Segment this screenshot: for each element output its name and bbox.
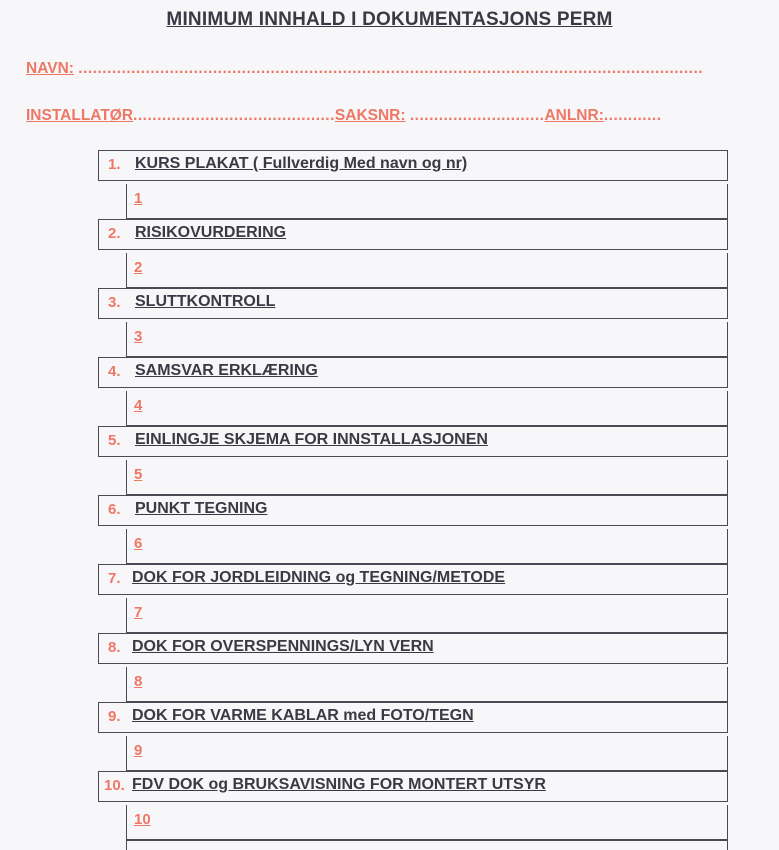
item-sub-number: 3 bbox=[134, 328, 143, 345]
list-item bbox=[0, 288, 779, 357]
anlnr-dots[interactable]: ............ bbox=[603, 107, 662, 124]
item-heading: SLUTTKONTROLL bbox=[135, 293, 276, 310]
list-item bbox=[0, 633, 779, 702]
item-heading: RISIKOVURDERING bbox=[135, 224, 287, 241]
installator-row bbox=[26, 107, 726, 125]
item-sub-number: 10 bbox=[134, 811, 151, 828]
item-sub-box bbox=[126, 184, 728, 219]
item-sub-number: 8 bbox=[134, 673, 143, 690]
navn-label: NAVN: bbox=[26, 60, 74, 77]
item-number: 5. bbox=[108, 432, 121, 449]
item-number: 10. bbox=[104, 777, 125, 794]
item-number: 3. bbox=[108, 294, 121, 311]
page-title: MINIMUM INNHALD I DOKUMENTASJONS PERM bbox=[166, 9, 613, 30]
item-sub-number: 5 bbox=[134, 466, 143, 483]
navn-dots: .................................................................................................................................. bbox=[78, 60, 704, 77]
item-heading: DOK FOR JORDLEIDNING og TEGNING/METODE bbox=[132, 569, 506, 586]
item-sub-box bbox=[126, 322, 728, 357]
item-sub-number: 9 bbox=[134, 742, 143, 759]
item-sub-box bbox=[126, 391, 728, 426]
item-heading: EINLINGJE SKJEMA FOR INNSTALLASJONEN bbox=[135, 431, 488, 448]
list-item bbox=[0, 357, 779, 426]
saksnr-label: SAKSNR: bbox=[334, 107, 406, 124]
installator-label: INSTALLATØR bbox=[26, 107, 134, 124]
saksnr-dots[interactable]: ............................ bbox=[409, 107, 545, 124]
item-heading: KURS PLAKAT ( Fullverdig Med navn og nr) bbox=[135, 155, 468, 172]
item-sub-number: 7 bbox=[134, 604, 143, 621]
item-sub-box bbox=[126, 736, 728, 771]
list-item bbox=[0, 771, 779, 840]
item-sub-box bbox=[126, 529, 728, 564]
list-item bbox=[0, 426, 779, 495]
item-number: 2. bbox=[108, 225, 121, 242]
item-number: 1. bbox=[108, 156, 121, 173]
list-item bbox=[0, 495, 779, 564]
item-heading: DOK FOR OVERSPENNINGS/LYN VERN bbox=[132, 638, 434, 655]
item-number: 6. bbox=[108, 501, 121, 518]
installator-dots[interactable]: .......................................... bbox=[133, 107, 335, 124]
list-item bbox=[0, 564, 779, 633]
item-sub-number: 1 bbox=[134, 190, 143, 207]
item-number: 7. bbox=[108, 570, 121, 587]
item-heading: PUNKT TEGNING bbox=[135, 500, 268, 517]
item-sub-number: 2 bbox=[134, 259, 143, 276]
navn-field[interactable] bbox=[26, 60, 722, 78]
item-sub-box bbox=[126, 460, 728, 495]
list-item bbox=[0, 219, 779, 288]
continuation-box bbox=[126, 840, 728, 850]
item-sub-box bbox=[126, 805, 728, 840]
list-item bbox=[0, 150, 779, 219]
item-sub-box bbox=[126, 253, 728, 288]
item-number: 9. bbox=[108, 708, 121, 725]
list-item bbox=[0, 702, 779, 771]
item-heading: DOK FOR VARME KABLAR med FOTO/TEGN bbox=[132, 707, 474, 724]
item-number: 4. bbox=[108, 363, 121, 380]
item-sub-number: 6 bbox=[134, 535, 143, 552]
item-sub-box bbox=[126, 598, 728, 633]
anlnr-label: ANLNR: bbox=[544, 107, 604, 124]
item-number: 8. bbox=[108, 639, 121, 656]
item-heading: FDV DOK og BRUKSAVISNING FOR MONTERT UTSYR bbox=[132, 776, 546, 793]
item-sub-number: 4 bbox=[134, 397, 143, 414]
item-sub-box bbox=[126, 667, 728, 702]
item-heading: SAMSVAR ERKLÆRING bbox=[135, 362, 318, 379]
